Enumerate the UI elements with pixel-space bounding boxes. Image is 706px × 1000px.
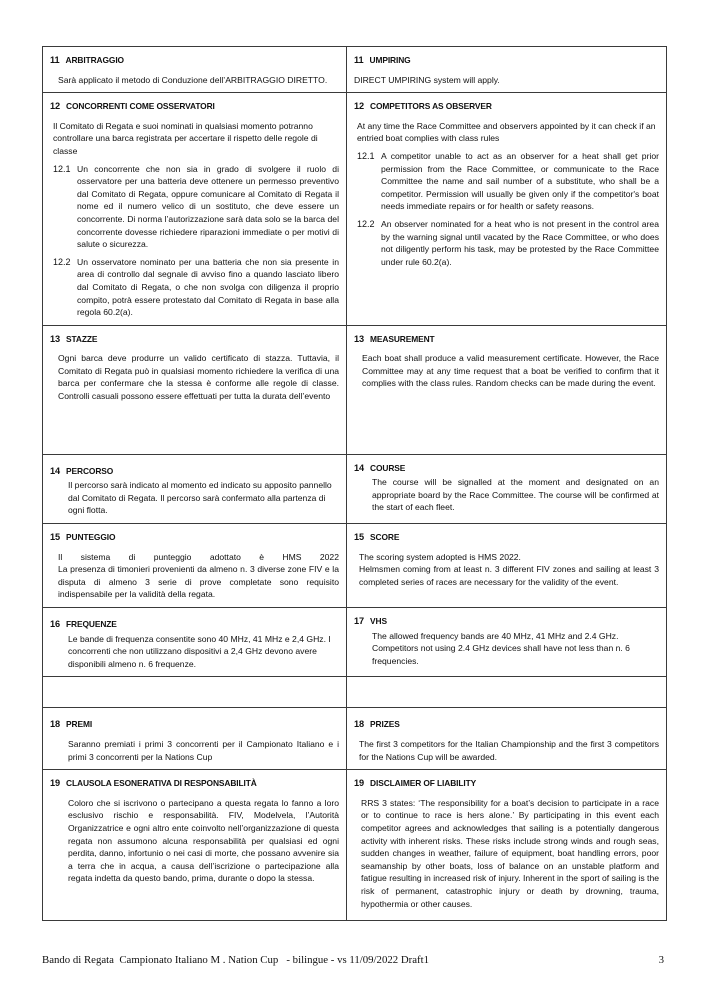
empty-cell <box>43 677 347 708</box>
section-row-15 <box>43 524 667 608</box>
section-row-14 <box>43 454 667 523</box>
section-heading: 13 STAZZE <box>50 333 98 344</box>
section-en-13 <box>347 325 667 454</box>
section-heading: 15 SCORE <box>354 532 400 543</box>
section-text: Saranno premiati i primi 3 concorrenti per il Campionato Italiano e i primi 3 concorrenti per la Nations Cup <box>68 739 339 762</box>
section-text: The allowed frequency bands are 40 MHz, 41 MHz and 2.4 GHz. Competitors not using 2.4 GHz devices shall have not less than n. 6 frequencies. <box>372 630 630 666</box>
section-text: Each boat shall produce a valid measurement certificate. However, the Race Committee may at any time request that a boat be verified to confirm that it complies with the class rules. Random checks can be made during the event. <box>362 353 659 389</box>
section-heading: 15 PUNTEGGIO <box>50 532 116 543</box>
bilingual-rules-table <box>42 46 667 921</box>
section-row-18 <box>43 708 667 770</box>
section-text: The scoring system adopted is HMS 2022. <box>359 551 521 562</box>
empty-row <box>43 677 667 708</box>
section-text: Ogni barca deve produrre un valido certificato di stazza. Tuttavia, il Comitato di Regata può in qualsiasi momento richiedere la verifica di una barca per confermare che la stessa è conforme alle regole di classe. Controlli casuali possono essere effettuati per tutta la durata dell’evento <box>58 353 339 402</box>
section-it-15 <box>43 524 347 608</box>
section-row-12 <box>43 93 667 326</box>
section-heading: 18 PRIZES <box>354 719 400 730</box>
section-it-11 <box>43 47 347 93</box>
section-heading: 14 PERCORSO <box>50 465 114 476</box>
section-it-16 <box>43 608 347 677</box>
section-text: The first 3 competitors for the Italian Championship and the first 3 competitors for the Nations Cup will be awarded. <box>359 739 659 762</box>
section-row-16-17 <box>43 608 667 677</box>
section-heading: 16 FREQUENZE <box>50 619 117 630</box>
footer-text: Bando di Regata Campionato Italiano M . Nation Cup - bilingue - vs 11/09/2022 Draft1 <box>42 954 430 966</box>
section-text: DIRECT UMPIRING system will apply. <box>354 74 500 85</box>
section-row-19 <box>43 770 667 921</box>
section-it-13 <box>43 325 347 454</box>
section-heading: 19 DISCLAIMER OF LIABILITY <box>354 778 477 789</box>
section-it-14 <box>43 454 347 523</box>
section-row-13 <box>43 325 667 454</box>
section-text: Il percorso sarà indicato al momento ed indicato su apposito pannello dal Comitato di Regata. Il percorso sarà confermato alla partenza di ogni flotta. <box>68 480 332 516</box>
section-text: RRS 3 states: ‘The responsibility for a boat’s decision to participate in a race or to continue to race is hers alone.’ By participating in this event each competitor agrees and acknowledges that sailing is a potentially dangerous activity with inherent risks. These risks include strong winds and rough seas, sudden changes in weather, failure of equipment, boat handling errors, poor seamanship by other boats, loss of balance on an unstable platform and fatigue resulting in increased risk of injury. Inherent in the sport of sailing is the risk of permanent, catastrophic injury or death by drowning, trauma, hypothermia or other causes. <box>361 797 659 909</box>
section-en-17 <box>347 608 667 677</box>
section-it-18 <box>43 708 347 770</box>
subsection-12-1: 12.1 Un concorrente che non sia in grado di svolgere il ruolo di osservatore per una batteria deve ottenere un permesso preventivo dal Comitato di Regata, oppure comunicare al Comitato di Regata il nome ed il numero velico di un sostituto, che deve essere un concorrente. Di norma l’autorizzazione sarà data solo se la barca del concorrente dovesse richiedere riparazioni immediate o per motivi di salute o sicurezza. <box>53 163 339 250</box>
section-text: Helmsmen coming from at least n. 3 different FIV zones and sailing at least 3 completed series of races are necessary for the validity of the event. <box>359 564 659 587</box>
section-en-18 <box>347 708 667 770</box>
page-footer <box>42 954 664 966</box>
section-en-11 <box>347 47 667 93</box>
section-text: Le bande di frequenza consentite sono 40 MHz, 41 MHz e 2,4 GHz. I concorrenti che non utilizzano dispositivi a 2,4 GHz devono avere disponibili almeno n. 6 frequenze. <box>68 633 331 669</box>
section-en-15 <box>347 524 667 608</box>
section-heading: 11 ARBITRAGGIO <box>50 55 124 65</box>
empty-cell <box>347 677 667 708</box>
section-en-19 <box>347 770 667 921</box>
section-text: Coloro che si iscrivono o partecipano a questa regata lo fanno a loro esclusivo rischio e responsabilità. FIV, Modelvela, l’Autorità Organizzatrice e ogni altro ente coinvolto nell’organizzazione di questa regata non assumono alcuna responsabilità per qualsiasi ed ogni perdita, danno, infortunio o nei casi di morte, che possano avvenire sia a terra che in acqua, a causa dell’iscrizione o partecipazione alla regata indetta da questo bando, prima, durante o dopo la stessa. <box>68 797 339 884</box>
section-it-19 <box>43 770 347 921</box>
section-heading: 17 VHS <box>354 616 387 627</box>
section-heading: 14 COURSE <box>354 462 406 473</box>
subsection-12-2: 12.2 An observer nominated for a heat who is not present in the control area by the warning signal until vacated by the Race Committee, or who does not diligently perform his task, may be protested by the Race Committee under rule 60.2(a). <box>357 218 659 267</box>
section-text: Il Comitato di Regata e suoi nominati in qualsiasi momento potranno controllare una barca registrata per accertare il rispetto delle regole di classe <box>53 120 318 156</box>
section-heading: 12 CONCORRENTI COME OSSERVATORI <box>50 101 215 112</box>
section-row-11 <box>43 47 667 93</box>
section-en-12 <box>347 93 667 326</box>
section-heading: 19 CLAUSOLA ESONERATIVA DI RESPONSABILITÀ <box>50 778 257 789</box>
section-text: The course will be signalled at the moment and designated on an appropriate board by the Race Committee. The course will be confirmed at the start of each fleet. <box>372 477 659 513</box>
section-heading: 12 COMPETITORS AS OBSERVER <box>354 101 492 112</box>
section-text: Sarà applicato il metodo di Conduzione dell’ARBITRAGGIO DIRETTO. <box>58 74 328 85</box>
section-heading: 11 UMPIRING <box>354 55 411 65</box>
subsection-12-1: 12.1 A competitor unable to act as an observer for a heat shall get prior permission from the Race Committee, or communicate to the Race Committee the name and sail number of a substitute, who shall be a competitor. Permission will usually be given only if the competitor's boat needs immediate repairs or for health or safety reasons. <box>357 150 659 212</box>
section-en-14 <box>347 454 667 523</box>
section-text: Il sistema di punteggio adottato è HMS 2022 <box>58 551 339 562</box>
section-heading: 13 MEASUREMENT <box>354 333 435 344</box>
subsection-12-2: 12.2 Un osservatore nominato per una batteria che non sia presente in area di controllo dal segnale di avviso fino a quando lasciato libero dal Comitato di Regata, o che non svolga con diligenza il proprio compito, potrà essere protestato dal Comitato di Regata in base alla regola 60.2(a). <box>53 256 339 318</box>
section-heading: 18 PREMI <box>50 719 93 730</box>
section-text: At any time the Race Committee and observers appointed by it can check if an entried boat complies with class rules <box>357 120 656 144</box>
page-number: 3 <box>658 954 664 966</box>
section-text: La presenza di timonieri provenienti da almeno n. 3 diverse zone FIV e la disputa di almeno 3 serie di prove completate sono requisito indispensabile per la validità della regata. <box>58 564 339 600</box>
section-it-12 <box>43 93 347 326</box>
